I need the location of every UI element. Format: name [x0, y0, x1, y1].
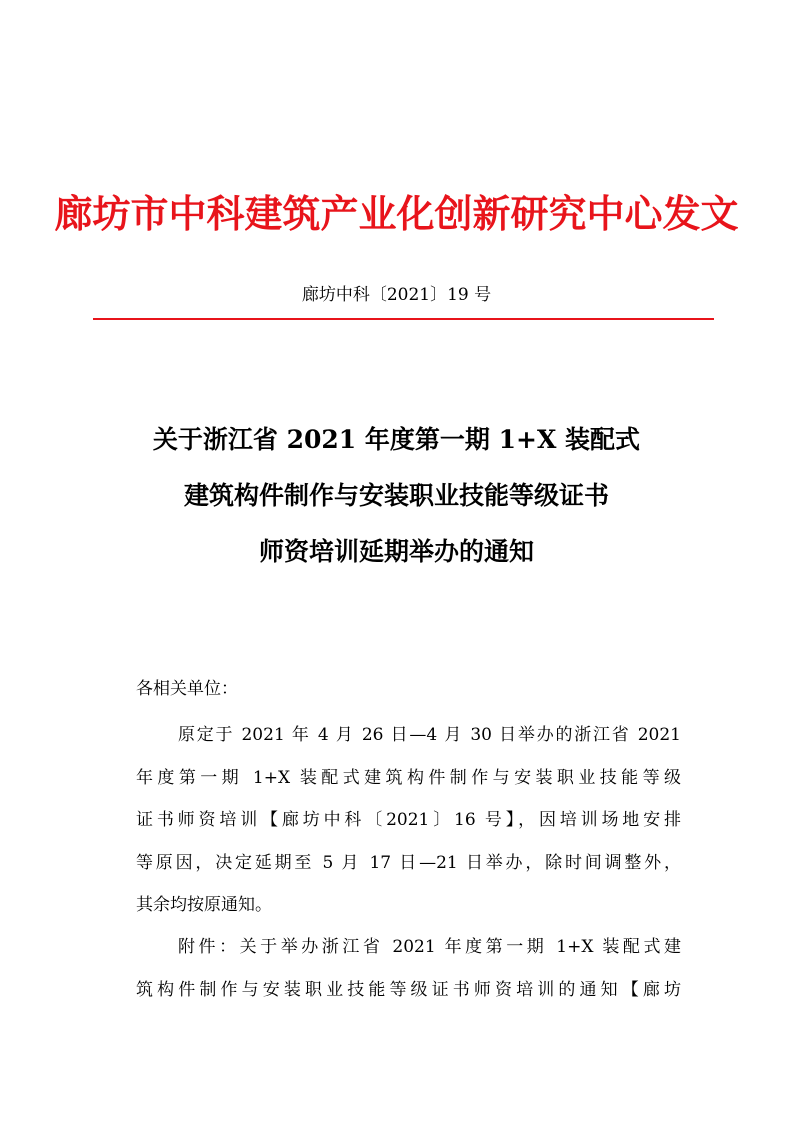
paragraph-line: 等原因，决定延期至 5 月 17 日—21 日举办，除时间调整外， [136, 852, 681, 873]
body-paragraph [136, 714, 681, 927]
notice-title [0, 412, 793, 580]
title-line: 关于浙江省 2021 年度第一期 1+X 装配式 [152, 425, 641, 454]
paragraph-line: 其余均按原通知。 [136, 895, 272, 915]
document-number: 廊坊中科〔2021〕19 号 [301, 285, 492, 305]
paragraph-line: 筑构件制作与安装职业技能等级证书师资培训的通知【廊坊 [136, 979, 681, 1000]
attachment-paragraph [136, 926, 681, 1011]
title-line: 建筑构件制作与安装职业技能等级证书 [183, 481, 609, 510]
paragraph-line: 原定于 2021 年 4 月 26 日—4 月 30 日举办的浙江省 2021 [178, 725, 681, 745]
paragraph-line: 年度第一期 1+X 装配式建筑构件制作与安装职业技能等级 [136, 767, 681, 788]
red-divider [93, 318, 714, 320]
paragraph-line: 证书师资培训【廊坊中科〔2021〕16 号】，因培训场地安排 [136, 810, 681, 830]
issuer-heading: 廊坊市中科建筑产业化创新研究中心发文 [54, 191, 739, 236]
paragraph-line: 附件：关于举办浙江省 2021 年度第一期 1+X 装配式建 [178, 937, 681, 957]
title-line: 师资培训延期举办的通知 [258, 537, 534, 566]
salutation: 各相关单位： [136, 679, 238, 699]
